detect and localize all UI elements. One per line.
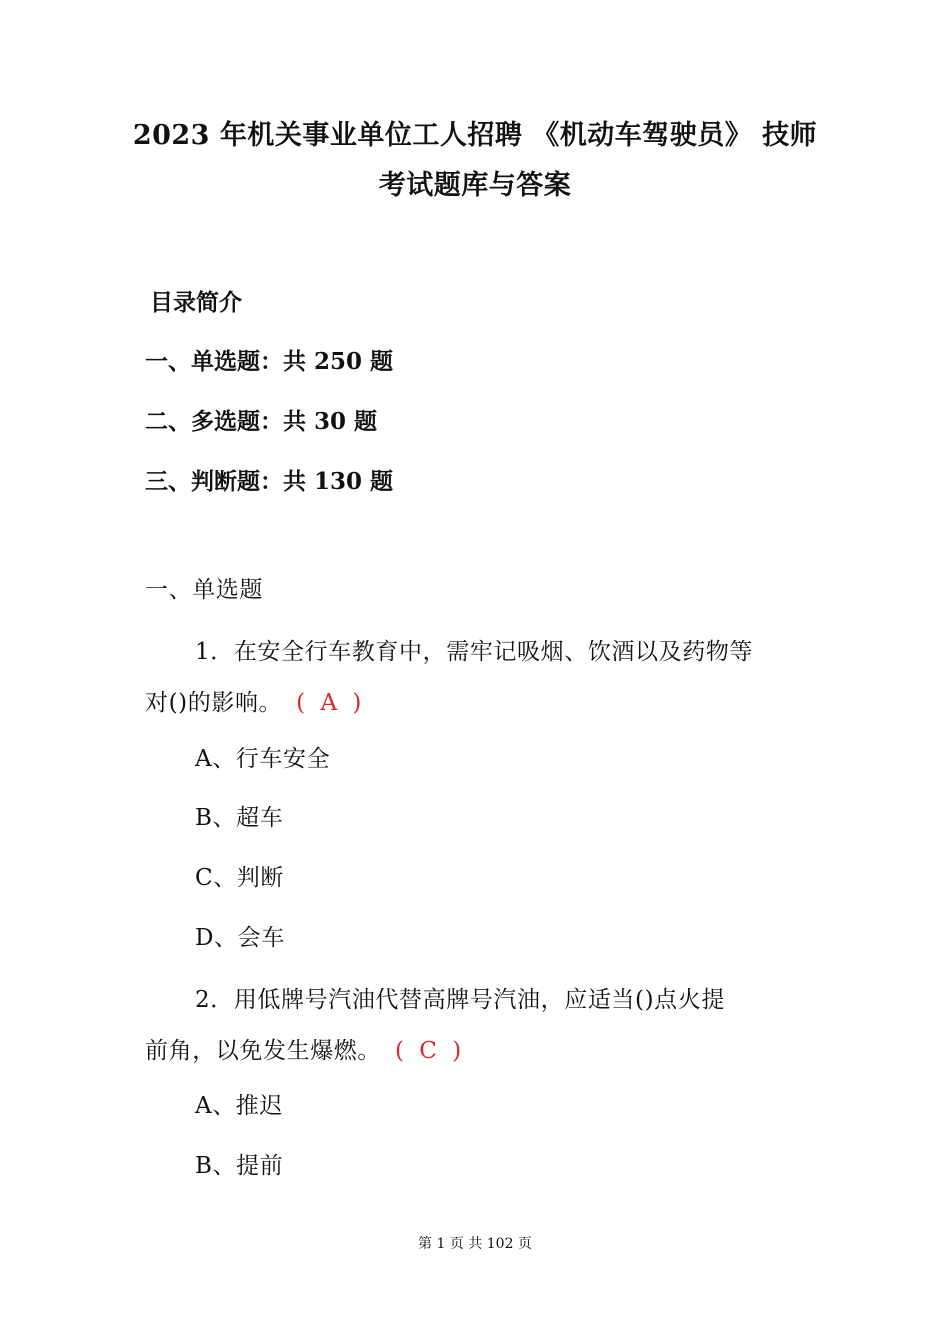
question-1-answer: ( A ) xyxy=(296,690,366,716)
question-2-option-a: A、推迟 xyxy=(195,1093,284,1119)
question-1-text-tail: 对()的影响。 xyxy=(145,690,283,716)
toc-item-true-false: 三、判断题：共 130 题 xyxy=(145,468,394,495)
question-2-answer: ( C ) xyxy=(395,1038,466,1064)
question-1-option-b: B、超车 xyxy=(195,805,284,831)
question-2-text-tail: 前角，以免发生爆燃。 xyxy=(145,1038,381,1064)
question-1-option-a: A、行车安全 xyxy=(195,746,331,772)
question-2-text-line-2 xyxy=(145,1032,465,1065)
toc-item-multiple-choice: 二、多选题：共 30 题 xyxy=(145,408,378,435)
toc-item-single-choice: 一、单选题：共 250 题 xyxy=(145,348,394,375)
document-title-line-1: 2023 年机关事业单位工人招聘 《机动车驾驶员》 技师 xyxy=(132,120,818,151)
section-heading: 一、单选题 xyxy=(145,577,263,603)
question-1-text-line-2 xyxy=(145,684,365,717)
question-2-text-line-1: 2．用低牌号汽油代替高牌号汽油，应适当()点火提 xyxy=(195,987,725,1013)
question-1-text-line-1: 1．在安全行车教育中，需牢记吸烟、饮酒以及药物等 xyxy=(195,639,754,665)
document-title-line-2: 考试题库与答案 xyxy=(378,170,572,201)
page-footer: 第 1 页 共 102 页 xyxy=(418,1236,532,1252)
toc-heading: 目录简介 xyxy=(150,289,242,316)
question-2-option-b: B、提前 xyxy=(195,1153,284,1179)
question-1-option-c: C、判断 xyxy=(195,865,284,891)
question-1-option-d: D、会车 xyxy=(195,925,285,951)
